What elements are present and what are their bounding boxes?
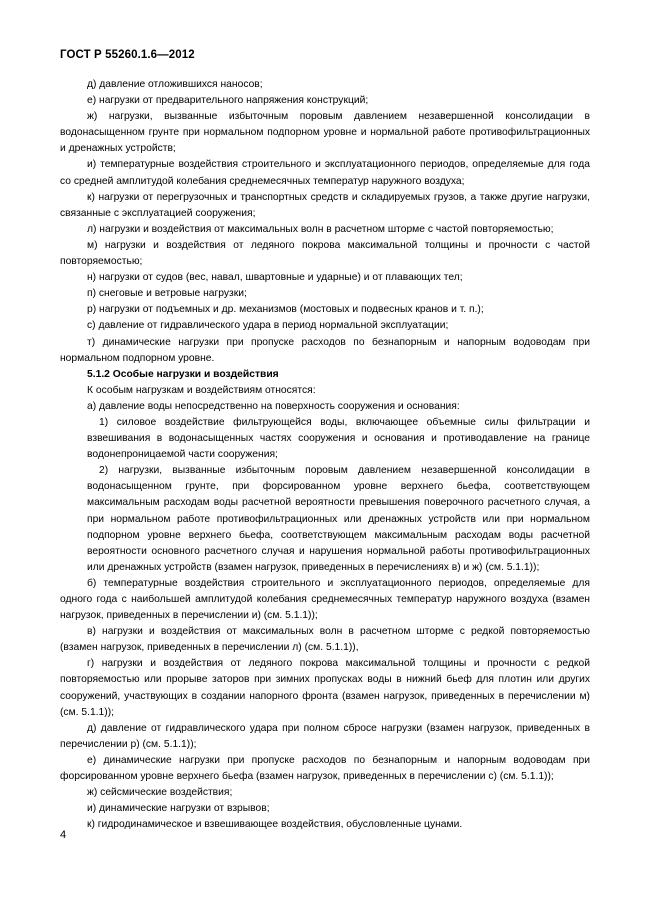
list-item: н) нагрузки от судов (вес, навал, швартовные и ударные) и от плавающих тел;	[87, 272, 463, 284]
document-body	[60, 77, 590, 833]
list-item: и) динамические нагрузки от взрывов;	[87, 803, 270, 815]
list-item: а) давление воды непосредственно на поверхность сооружения и основания:	[87, 400, 460, 412]
list-item: д) давление отложившихся наносов;	[87, 79, 263, 90]
list-item: т) динамические нагрузки при пропуске расходов по безнапорным и напорным водоводам при нормальном подпорном уровне.	[60, 336, 590, 364]
sub-list-item: 2) нагрузки, вызванные избыточным поровым давлением незавершенной консолидации в водонасыщенном грунте, при форсированном уровне верхнего бьефа, соответствующем максимальным расходам воды расчетной вероятности превышения поверочного расчетного случая, а при нормальном работе противофильтрационных или дренажных устройств или при нормальном подпорном уровне верхнего бьефа, соответствующем максимальным расходам воды расчетной вероятности основного расчетного случая и нарушения нормальной работы противофильтрационных или дренажных устройств (взамен нагрузок, приведенных в перечислениях в) и ж) (см. 5.1.1));	[87, 465, 590, 573]
section-intro: К особым нагрузкам и воздействиям относятся:	[87, 384, 316, 396]
list-item: м) нагрузки и воздействия от ледяного покрова максимальной толщины и прочности с частой повторяемостью;	[60, 239, 590, 268]
list-item: ж) сейсмические воздействия;	[87, 787, 233, 799]
list-item: д) давление от гидравлического удара при полном сбросе нагрузки (взамен нагрузок, приведенных в перечислении р) (см. 5.1.1));	[60, 722, 590, 750]
document-header: ГОСТ Р 55260.1.6—2012	[60, 49, 195, 61]
list-item: р) нагрузки от подъемных и др. механизмов (мостовых и подвесных кранов и т. п.);	[87, 304, 484, 316]
list-item: е) динамические нагрузки при пропуске расходов по безнапорным и напорным водоводам при форсированном уровне верхнего бьефа (взамен нагрузок, приведенных в перечислении с) (см. 5.1.1));	[60, 754, 590, 783]
list-item: г) нагрузки и воздействия от ледяного покрова максимальной толщины и прочности с редкой повторяемостью или прорыве заторов при зимних пропусках воды в нижний бьеф для плотин или других сооружений, участвующих в создании напорного фронта (взамен нагрузок, приведенных в перечислении м) (см. 5.1.1));	[60, 658, 590, 718]
sub-list-item: 1) силовое воздействие фильтрующейся воды, включающее объемные силы фильтрации и взвешивания в водонасыщенных частях сооружения и основания и противодавление на границе водонепроницаемой части сооружения;	[87, 416, 590, 461]
page-number: 4	[60, 829, 67, 841]
list-item: ж) нагрузки, вызванные избыточным поровым давлением незавершенной консолидации в водонасыщенном грунте при нормальном подпорном уровне и нормальной работе противофильтрационных и дренажных устройств;	[60, 111, 590, 155]
section-heading: 5.1.2 Особые нагрузки и воздействия	[87, 368, 279, 380]
list-item: л) нагрузки и воздействия от максимальных волн в расчетном шторме с частой повторяемостью;	[87, 223, 554, 235]
list-item: с) давление от гидравлического удара в период нормальной эксплуатации;	[87, 320, 449, 332]
list-item: к) нагрузки от перегрузочных и транспортных средств и складируемых грузов, а также другие нагрузки, связанные с эксплуатацией сооружения;	[60, 191, 590, 219]
list-item: к) гидродинамическое и взвешивающее воздействия, обусловленные цунами.	[87, 819, 463, 831]
list-item: б) температурные воздействия строительного и эксплуатационного периодов, определяемые для одного года с наибольшей амплитудой колебания среднемесячных температур наружного воздуха (взамен нагрузок, приведенных в перечислении и) (см. 5.1.1));	[60, 577, 590, 622]
list-item: и) температурные воздействия строительного и эксплуатационного периодов, определяемые для года со средней амплитудой колебания среднемесячных температур наружного воздуха;	[60, 159, 590, 187]
list-item: в) нагрузки и воздействия от максимальных волн в расчетном шторме с редкой повторяемостью (взамен нагрузок, приведенных в перечислении л) (см. 5.1.1)),	[60, 626, 590, 654]
list-item: п) снеговые и ветровые нагрузки;	[87, 288, 247, 300]
list-item: е) нагрузки от предварительного напряжения конструкций;	[87, 95, 369, 107]
